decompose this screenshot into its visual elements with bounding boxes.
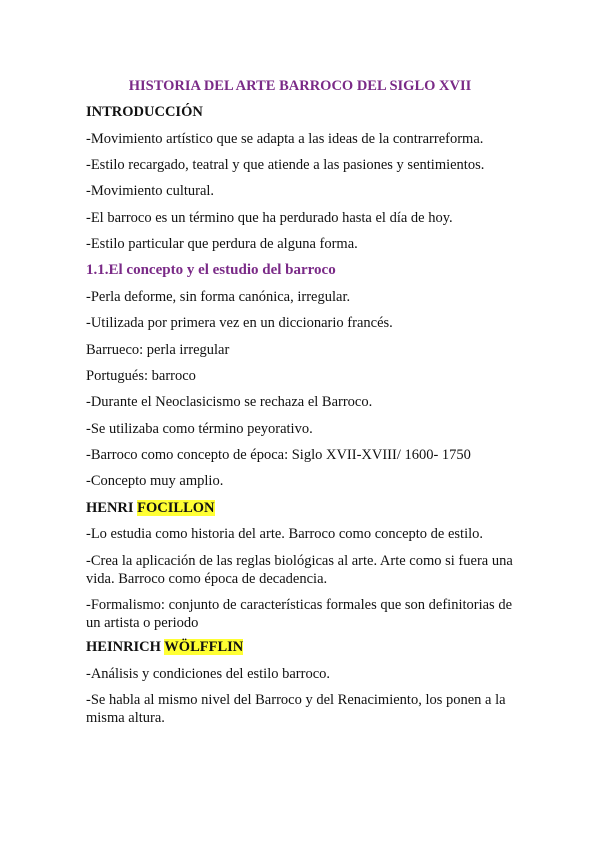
section-item: Barrueco: perla irregular bbox=[86, 342, 230, 358]
focillon-item: -Crea la aplicación de las reglas biológicas al arte. Arte como si fuera una vida. Barroco como época de decadencia. bbox=[86, 553, 513, 587]
section-item: -Barroco como concepto de época: Siglo XVII-XVIII/ 1600- 1750 bbox=[86, 447, 471, 463]
focillon-item: -Lo estudia como historia del arte. Barroco como concepto de estilo. bbox=[86, 526, 484, 542]
wolfflin-heading bbox=[86, 638, 526, 656]
document-title: HISTORIA DEL ARTE BARROCO DEL SIGLO XVII bbox=[128, 78, 472, 94]
focillon-item: -Formalismo: conjunto de características formales que son definitorias de un artista o periodo bbox=[86, 597, 513, 631]
section-item: -Utilizada por primera vez en un diccionario francés. bbox=[86, 315, 393, 331]
focillon-first-name: HENRI bbox=[86, 500, 138, 516]
section-item: Portugués: barroco bbox=[86, 368, 196, 384]
intro-item: -El barroco es un término que ha perdurado hasta el día de hoy. bbox=[86, 210, 453, 226]
focillon-surname-highlight: FOCILLON bbox=[137, 500, 215, 516]
intro-item: -Estilo particular que perdura de alguna forma. bbox=[86, 236, 358, 252]
wolfflin-surname-highlight: WÖLFFLIN bbox=[164, 639, 244, 655]
intro-heading: INTRODUCCIÓN bbox=[86, 104, 203, 120]
focillon-heading bbox=[86, 499, 526, 517]
section-item: -Perla deforme, sin forma canónica, irregular. bbox=[86, 289, 351, 305]
section-item: -Concepto muy amplio. bbox=[86, 473, 224, 489]
section-heading: 1.1.El concepto y el estudio del barroco bbox=[86, 262, 336, 278]
section-item: -Durante el Neoclasicismo se rechaza el Barroco. bbox=[86, 394, 373, 410]
wolfflin-item: -Se habla al mismo nivel del Barroco y del Renacimiento, los ponen a la misma altura. bbox=[86, 692, 506, 726]
section-item: -Se utilizaba como término peyorativo. bbox=[86, 421, 313, 437]
intro-item: -Estilo recargado, teatral y que atiende a las pasiones y sentimientos. bbox=[86, 157, 485, 173]
intro-item: -Movimiento artístico que se adapta a las ideas de la contrarreforma. bbox=[86, 131, 484, 147]
wolfflin-first-name: HEINRICH bbox=[86, 639, 165, 655]
wolfflin-item: -Análisis y condiciones del estilo barroco. bbox=[86, 666, 331, 682]
intro-item: -Movimiento cultural. bbox=[86, 183, 215, 199]
